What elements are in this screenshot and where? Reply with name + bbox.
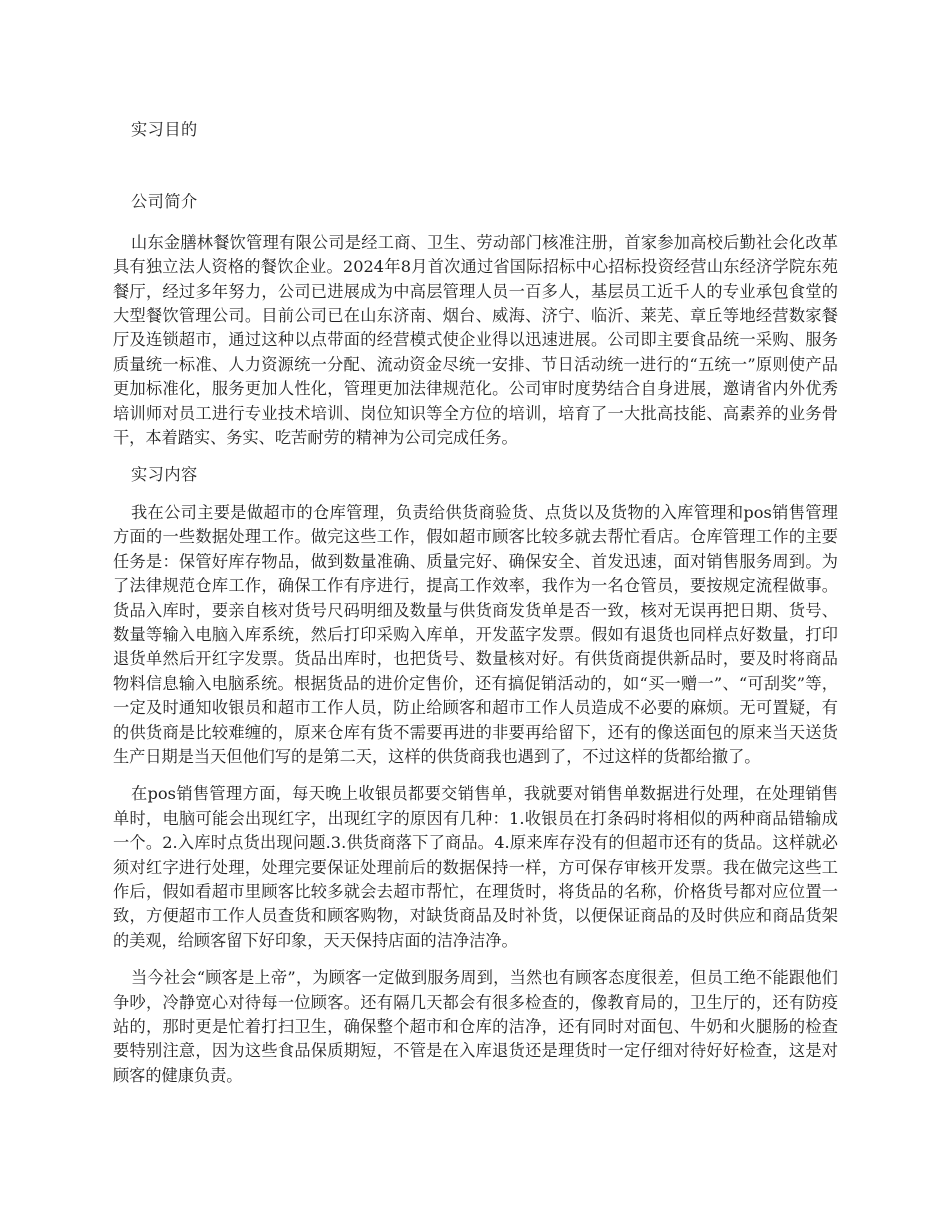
heading-company: 公司简介: [131, 192, 198, 212]
paragraph-company-intro: 山东金膳林餐饮管理有限公司是经工商、卫生、劳动部门核准注册，首家参加高校后勤社会化改革具有独立法人资格的餐饮企业。2024年8月首次通过省国际招标中心招标投资经营山东经济学院东苑餐厅，经过多年努力，公司已进展成为中高层管理人员一百多人，基层员工近千人的专业承包食堂的大型餐饮管理公司。目前公司已在山东济南、烟台、威海、济宁、临沂、莱芜、章丘等地经营数家餐厅及连锁超市，通过这种以点带面的经营模式使企业得以迅速进展。公司即主要食品统一采购、服务质量统一标准、人力资源统一分配、流动资金尽统一安排、节日活动统一进行的“五统一”原则使产品更加标准化，服务更加人性化，管理更加法律规范化。公司审时度势结合自身进展，邀请省内外优秀培训师对员工进行专业技术培训、岗位知识等全方位的培训，培育了一大批高技能、高素养的业务骨干，本着踏实、务实、吃苦耐劳的精神为公司完成任务。: [113, 232, 838, 448]
heading-content: 实习内容: [131, 465, 198, 485]
paragraph-service: 当今社会“顾客是上帝”，为顾客一定做到服务周到，当然也有顾客态度很差，但员工绝不能跟他们争吵，冷静宽心对待每一位顾客。还有隔几天都会有很多检查的，像教育局的，卫生厅的，还有防疫站的，那时更是忙着打扫卫生，确保整个超市和仓库的洁净，还有同时对面包、牛奶和火腿肠的检查要特别注意，因为这些食品保质期短，不管是在入库退货还是理货时一定仔细对待好好检查，这是对顾客的健康负责。: [113, 968, 838, 1085]
paragraph-warehouse: 我在公司主要是做超市的仓库管理，负责给供货商验货、点货以及货物的入库管理和pos销售管理方面的一些数据处理工作。做完这些工作，假如超市顾客比较多就去帮忙看店。仓库管理工作的主要任务是：保管好库存物品，做到数量准确、质量完好、确保安全、首发迅速，面对销售服务周到。为了法律规范仓库工作，确保工作有序进行，提高工作效率，我作为一名仓管员，要按规定流程做事。货品入库时，要亲自核对货号尺码明细及数量与供货商发货单是否一致，核对无误再把日期、货号、数量等输入电脑入库系统，然后打印采购入库单，开发蓝字发票。假如有退货也同样点好数量，打印退货单然后开红字发票。货品出库时，也把货号、数量核对好。有供货商提供新品时，要及时将商品物料信息输入电脑系统。根据货品的进价定售价，还有搞促销活动的，如“买一赠一”、“可刮奖”等，一定及时通知收银员和超市工作人员，防止给顾客和超市工作人员造成不必要的麻烦。无可置疑，有的供货商是比较难缠的，原来仓库有货不需要再进的非要再给留下，还有的像送面包的原来当天送货生产日期是当天但他们写的是第二天，这样的供货商我也遇到了，不过这样的货都给撤了。: [113, 502, 838, 766]
heading-objective: 实习目的: [131, 120, 198, 139]
document-body: [113, 118, 838, 1088]
paragraph-pos: 在pos销售管理方面，每天晚上收银员都要交销售单，我就要对销售单数据进行处理，在处理销售单时，电脑可能会出现红字，出现红字的原因有几种：1.收银员在打条码时将相似的两种商品错输成一个。2.入库时点货出现问题.3.供货商落下了商品。4.原来库存没有的但超市还有的货品。这样就必须对红字进行处理，处理完要保证处理前后的数据保持一样，方可保存审核开发票。我在做完这些工作后，假如看超市里顾客比较多就会去超市帮忙，在理货时，将货品的名称，价格货号都对应位置一致，方便超市工作人员查货和顾客购物，对缺货商品及时补货，以便保证商品的及时供应和商品货架的美观，给顾客留下好印象，天天保持店面的洁净洁净。: [113, 784, 838, 950]
